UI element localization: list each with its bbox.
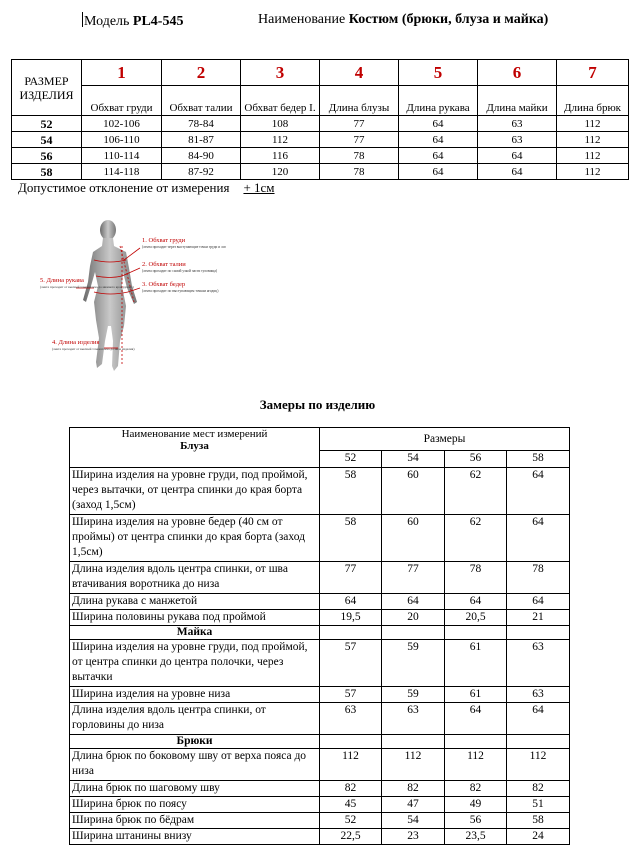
measurement-value: 112 bbox=[445, 749, 507, 781]
document-header bbox=[0, 12, 635, 34]
size-cell: 64 bbox=[478, 164, 557, 180]
measurement-name: Ширина половины рукава под проймой bbox=[70, 610, 320, 626]
measurement-name: Ширина изделия на уровне груди, под проймой, от центра спинки до центра полочки, через вытачки bbox=[70, 640, 320, 687]
size-cell: 112 bbox=[241, 132, 320, 148]
size-table bbox=[11, 59, 629, 180]
measurement-name: Длина брюк по боковому шву от верха пояса до низа bbox=[70, 749, 320, 781]
size-cell: 112 bbox=[557, 148, 629, 164]
section-row bbox=[70, 735, 570, 749]
measurement-row bbox=[70, 468, 570, 515]
size-cell: 78-84 bbox=[162, 116, 241, 132]
empty-cell bbox=[445, 735, 507, 749]
body-measurement-figure bbox=[36, 216, 226, 376]
model-code: PL4-545 bbox=[132, 14, 184, 29]
size-value: 56 bbox=[12, 148, 82, 164]
measurement-row bbox=[70, 781, 570, 797]
measurement-row bbox=[70, 797, 570, 813]
measurement-value: 61 bbox=[445, 687, 507, 703]
measurement-row bbox=[70, 749, 570, 781]
measurement-value: 64 bbox=[382, 594, 445, 610]
measurement-value: 64 bbox=[507, 468, 570, 515]
size-cell: 106-110 bbox=[82, 132, 162, 148]
measurement-name: Длина изделия вдоль центра спинки, от шва втачивания воротника до низа bbox=[70, 562, 320, 594]
product-name: Костюм (брюки, блуза и майка) bbox=[348, 12, 549, 27]
column-number: 2 bbox=[162, 60, 241, 86]
column-number: 6 bbox=[478, 60, 557, 86]
name-prefix: Наименование bbox=[258, 12, 349, 27]
measurement-value: 58 bbox=[507, 813, 570, 829]
measurement-value: 64 bbox=[507, 594, 570, 610]
size-value: 52 bbox=[12, 116, 82, 132]
measurement-value: 47 bbox=[382, 797, 445, 813]
measurement-value: 51 bbox=[507, 797, 570, 813]
measurement-value: 82 bbox=[507, 781, 570, 797]
measurement-value: 64 bbox=[445, 594, 507, 610]
size-cell: 87-92 bbox=[162, 164, 241, 180]
empty-cell bbox=[382, 626, 445, 640]
empty-cell bbox=[320, 626, 382, 640]
measurement-value: 64 bbox=[320, 594, 382, 610]
size-cell: 108 bbox=[241, 116, 320, 132]
measurement-value: 63 bbox=[382, 703, 445, 735]
measurement-value: 49 bbox=[445, 797, 507, 813]
column-label: Обхват груди bbox=[82, 86, 162, 116]
size-cell: 112 bbox=[557, 164, 629, 180]
model-line bbox=[82, 12, 183, 30]
column-label: Длина майки bbox=[478, 86, 557, 116]
size-cell: 120 bbox=[241, 164, 320, 180]
size-cell: 81-87 bbox=[162, 132, 241, 148]
column-label: Обхват талии bbox=[162, 86, 241, 116]
size-row bbox=[12, 132, 629, 148]
measurement-value: 24 bbox=[507, 829, 570, 845]
section-heading: Брюки bbox=[70, 735, 320, 749]
measurement-value: 56 bbox=[445, 813, 507, 829]
measurement-value: 57 bbox=[320, 687, 382, 703]
empty-cell bbox=[507, 626, 570, 640]
column-label: Длина блузы bbox=[320, 86, 399, 116]
size-row bbox=[12, 148, 629, 164]
first-section-title: Блуза bbox=[180, 440, 209, 452]
column-label: Длина брюк bbox=[557, 86, 629, 116]
column-label: Обхват бедер I. bbox=[241, 86, 320, 116]
measurement-value: 112 bbox=[507, 749, 570, 781]
measurement-row bbox=[70, 640, 570, 687]
size-cell: 112 bbox=[557, 116, 629, 132]
measurement-value: 54 bbox=[382, 813, 445, 829]
measurement-value: 21 bbox=[507, 610, 570, 626]
label-note: (лента проходит по самой узкой части туловища) bbox=[142, 269, 218, 273]
section-title: Замеры по изделию bbox=[259, 397, 376, 412]
measurement-value: 20 bbox=[382, 610, 445, 626]
size-column-header: 52 bbox=[320, 451, 382, 468]
measurement-value: 52 bbox=[320, 813, 382, 829]
size-cell: 64 bbox=[399, 148, 478, 164]
product-name-line bbox=[258, 12, 548, 28]
name-header-text: Наименование мест измерений bbox=[121, 428, 268, 440]
size-cell: 102-106 bbox=[82, 116, 162, 132]
measurement-value: 77 bbox=[382, 562, 445, 594]
tolerance-text: Допустимое отклонение от измерения bbox=[18, 180, 230, 195]
measurement-name: Длина рукава с манжетой bbox=[70, 594, 320, 610]
size-column-header: 56 bbox=[445, 451, 507, 468]
measurement-value: 82 bbox=[382, 781, 445, 797]
column-number: 1 bbox=[82, 60, 162, 86]
size-cell: 78 bbox=[320, 148, 399, 164]
sizes-header: Размеры bbox=[320, 428, 570, 451]
measurement-row bbox=[70, 594, 570, 610]
label-note: (лента проходит от высшей точки плеча до нижнего края рукава) bbox=[40, 285, 134, 289]
measurement-value: 23 bbox=[382, 829, 445, 845]
measurement-value: 62 bbox=[445, 515, 507, 562]
measurement-value: 61 bbox=[445, 640, 507, 687]
size-column-header: 54 bbox=[382, 451, 445, 468]
measurement-value: 57 bbox=[320, 640, 382, 687]
size-row bbox=[12, 116, 629, 132]
measurement-value: 64 bbox=[507, 703, 570, 735]
size-cell: 78 bbox=[320, 164, 399, 180]
measurement-value: 62 bbox=[445, 468, 507, 515]
size-column-header: 58 bbox=[507, 451, 570, 468]
size-cell: 116 bbox=[241, 148, 320, 164]
size-value: 58 bbox=[12, 164, 82, 180]
measurement-value: 78 bbox=[507, 562, 570, 594]
body-silhouette-illustration bbox=[36, 216, 226, 376]
measurement-row bbox=[70, 610, 570, 626]
size-row bbox=[12, 164, 629, 180]
measurement-name: Ширина штанины внизу bbox=[70, 829, 320, 845]
measurement-name: Ширина брюк по поясу bbox=[70, 797, 320, 813]
measurement-value: 82 bbox=[320, 781, 382, 797]
empty-cell bbox=[507, 735, 570, 749]
measurement-row bbox=[70, 515, 570, 562]
label-note: (лента проходит через выступающие точки груди и лопаток) bbox=[142, 245, 226, 249]
size-cell: 63 bbox=[478, 132, 557, 148]
size-cell: 77 bbox=[320, 132, 399, 148]
measurement-value: 20,5 bbox=[445, 610, 507, 626]
size-cell: 77 bbox=[320, 116, 399, 132]
empty-cell bbox=[445, 626, 507, 640]
size-cell: 64 bbox=[399, 164, 478, 180]
label-title: 2. Обхват талии bbox=[142, 261, 186, 268]
measurement-value: 59 bbox=[382, 640, 445, 687]
measurement-name-header bbox=[70, 428, 320, 468]
measurement-row bbox=[70, 562, 570, 594]
measurement-name: Длина изделия вдоль центра спинки, от горловины до низа bbox=[70, 703, 320, 735]
measurement-value: 78 bbox=[445, 562, 507, 594]
measurement-name: Ширина брюк по бёдрам bbox=[70, 813, 320, 829]
size-cell: 112 bbox=[557, 132, 629, 148]
column-label: Длина рукава bbox=[399, 86, 478, 116]
measurement-value: 63 bbox=[320, 703, 382, 735]
measurement-row bbox=[70, 813, 570, 829]
measurement-name: Ширина изделия на уровне низа bbox=[70, 687, 320, 703]
size-cell: 64 bbox=[399, 132, 478, 148]
measurement-row bbox=[70, 703, 570, 735]
column-number: 7 bbox=[557, 60, 629, 86]
measurement-value: 58 bbox=[320, 468, 382, 515]
label-note: (лента проходит по выступающим точкам ягодиц) bbox=[142, 289, 219, 293]
measurement-name: Ширина изделия на уровне груди, под проймой, через вытачки, от центра спинки до края борта (заход 1,5см) bbox=[70, 468, 320, 515]
measurement-name: Ширина изделия на уровне бедер (40 см от проймы) от центра спинки до края борта (заход 1,5см) bbox=[70, 515, 320, 562]
size-header: РАЗМЕР ИЗДЕЛИЯ bbox=[12, 60, 82, 116]
measurement-value: 112 bbox=[382, 749, 445, 781]
measurement-value: 19,5 bbox=[320, 610, 382, 626]
column-number: 5 bbox=[399, 60, 478, 86]
measurement-row bbox=[70, 829, 570, 845]
measurement-value: 60 bbox=[382, 515, 445, 562]
label-title: 4. Длина изделия bbox=[52, 339, 100, 346]
section-row bbox=[70, 626, 570, 640]
size-cell: 114-118 bbox=[82, 164, 162, 180]
tolerance-value: + 1см bbox=[243, 180, 275, 195]
label-title: 1. Обхват груди bbox=[142, 237, 186, 244]
empty-cell bbox=[382, 735, 445, 749]
measurement-name: Длина брюк по шаговому шву bbox=[70, 781, 320, 797]
measurement-value: 23,5 bbox=[445, 829, 507, 845]
measurement-value: 63 bbox=[507, 640, 570, 687]
text-cursor bbox=[82, 12, 83, 27]
measurement-value: 77 bbox=[320, 562, 382, 594]
label-title: 3. Обхват бедер bbox=[142, 281, 186, 288]
measurement-value: 45 bbox=[320, 797, 382, 813]
label-note: (лента проходит от высшей точки плеча до низа изделия) bbox=[52, 347, 135, 351]
measurement-value: 63 bbox=[507, 687, 570, 703]
column-number: 4 bbox=[320, 60, 399, 86]
measurement-value: 60 bbox=[382, 468, 445, 515]
measurement-value: 59 bbox=[382, 687, 445, 703]
size-cell: 110-114 bbox=[82, 148, 162, 164]
size-cell: 64 bbox=[399, 116, 478, 132]
measurement-row bbox=[70, 687, 570, 703]
size-cell: 84-90 bbox=[162, 148, 241, 164]
measurements-table bbox=[69, 427, 570, 845]
size-cell: 63 bbox=[478, 116, 557, 132]
size-cell: 64 bbox=[478, 148, 557, 164]
tolerance-note bbox=[18, 180, 275, 196]
measurement-value: 64 bbox=[507, 515, 570, 562]
model-prefix: Модель bbox=[84, 14, 133, 29]
measurement-value: 82 bbox=[445, 781, 507, 797]
measurement-value: 112 bbox=[320, 749, 382, 781]
measurement-value: 64 bbox=[445, 703, 507, 735]
measurement-value: 22,5 bbox=[320, 829, 382, 845]
label-title: 5. Длина рукава bbox=[40, 277, 84, 284]
empty-cell bbox=[320, 735, 382, 749]
size-value: 54 bbox=[12, 132, 82, 148]
column-number: 3 bbox=[241, 60, 320, 86]
measurement-value: 58 bbox=[320, 515, 382, 562]
section-heading: Майка bbox=[70, 626, 320, 640]
